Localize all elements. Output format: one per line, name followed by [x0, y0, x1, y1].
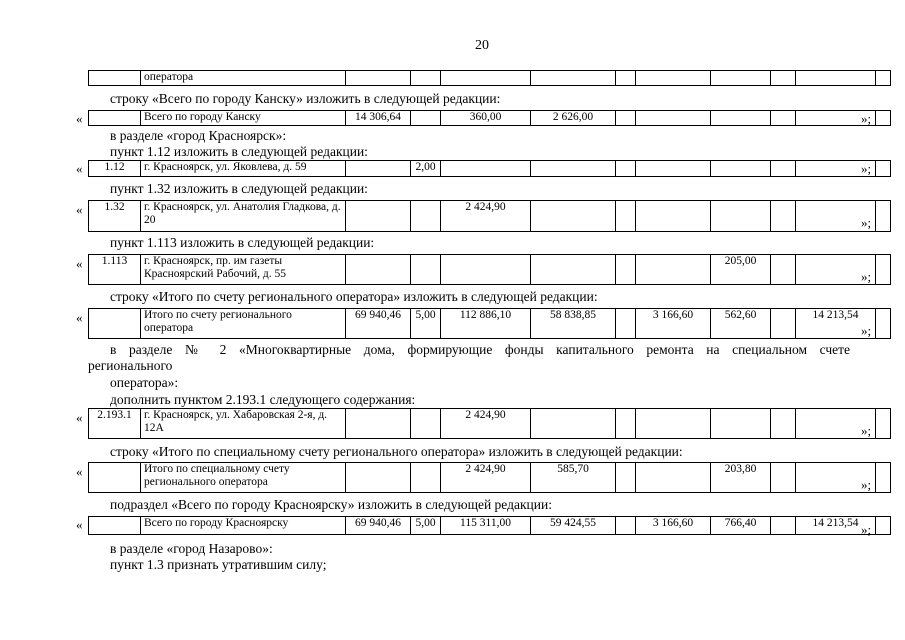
cell-item-number: 2.193.1: [89, 409, 141, 439]
cell-col-6: [531, 201, 616, 232]
cell-col-7: [616, 309, 636, 339]
page-number: 20: [475, 38, 489, 53]
cell-col-12: [876, 161, 891, 177]
cell-col-12: [876, 409, 891, 439]
table-row: [88, 516, 891, 535]
text-line: оператора»:: [110, 375, 179, 390]
cell-col-7: [616, 409, 636, 439]
cell-col-8: [636, 201, 711, 232]
cell-col-12: [876, 517, 891, 535]
cell-col-7: [616, 463, 636, 493]
cell-col-10: [771, 111, 796, 126]
cell-col-3: [346, 463, 411, 493]
cell-address: г. Красноярск, пр. им газеты Красноярский Рабочий, д. 55: [141, 255, 346, 285]
cell-col-9: 203,80: [711, 463, 771, 493]
cell-col-7: [616, 255, 636, 285]
text-line: в разделе «город Красноярск»:: [110, 128, 287, 143]
cell-col-10: [771, 71, 796, 86]
close-quote: »;: [861, 477, 872, 492]
cell-col-11: [796, 71, 876, 86]
open-quote: «: [76, 161, 83, 176]
cell-col-3: [346, 71, 411, 86]
cell-col-5: [441, 71, 531, 86]
table-row: [88, 200, 891, 232]
cell-address: оператора: [141, 71, 346, 86]
cell-col-6: 58 838,85: [531, 309, 616, 339]
table-row-cells: [89, 309, 891, 339]
cell-col-3: [346, 255, 411, 285]
table-row-cells: [89, 255, 891, 285]
close-quote: »;: [861, 161, 872, 176]
table-row-cells: [89, 517, 891, 535]
open-quote: «: [76, 410, 83, 425]
table-row-cells: [89, 409, 891, 439]
cell-col-4: [411, 463, 441, 493]
cell-item-number: [89, 517, 141, 535]
cell-item-number: [89, 71, 141, 86]
text-line: пункт 1.3 признать утратившим силу;: [110, 557, 327, 572]
table-row: [88, 254, 891, 285]
cell-col-6: [531, 71, 616, 86]
cell-col-5: 2 424,90: [441, 463, 531, 493]
cell-col-10: [771, 517, 796, 535]
cell-col-4: [411, 111, 441, 126]
cell-col-5: 112 886,10: [441, 309, 531, 339]
open-quote: «: [76, 310, 83, 325]
cell-col-8: [636, 255, 711, 285]
cell-address: Итого по счету регионального оператора: [141, 309, 346, 339]
open-quote: «: [76, 464, 83, 479]
cell-col-3: 69 940,46: [346, 517, 411, 535]
open-quote: «: [76, 256, 83, 271]
cell-col-10: [771, 255, 796, 285]
text-line: подраздел «Всего по городу Красноярску» изложить в следующей редакции:: [110, 497, 552, 512]
cell-col-12: [876, 255, 891, 285]
cell-col-9: 205,00: [711, 255, 771, 285]
cell-item-number: 1.32: [89, 201, 141, 232]
table-row-cells: [89, 71, 891, 86]
cell-address: г. Красноярск, ул. Анатолия Гладкова, д. 20: [141, 201, 346, 232]
table-row: [88, 110, 891, 126]
cell-col-9: [711, 161, 771, 177]
cell-col-6: 585,70: [531, 463, 616, 493]
cell-col-9: 766,40: [711, 517, 771, 535]
cell-col-6: [531, 409, 616, 439]
text-line: дополнить пунктом 2.193.1 следующего содержания:: [110, 392, 416, 407]
close-quote: »;: [861, 111, 872, 126]
cell-col-5: [441, 161, 531, 177]
table-row: [88, 160, 891, 177]
cell-col-7: [616, 71, 636, 86]
cell-address: г. Красноярск, ул. Яковлева, д. 59: [141, 161, 346, 177]
text-line: в разделе «город Назарово»:: [110, 541, 273, 556]
cell-col-3: [346, 201, 411, 232]
text-line: строку «Итого по специальному счету регионального оператора» изложить в следующей редакции:: [110, 444, 683, 459]
text-line: пункт 1.32 изложить в следующей редакции:: [110, 181, 368, 196]
cell-col-3: 14 306,64: [346, 111, 411, 126]
cell-address: Всего по городу Канску: [141, 111, 346, 126]
cell-col-5: [441, 255, 531, 285]
cell-col-7: [616, 517, 636, 535]
cell-col-8: [636, 111, 711, 126]
cell-col-8: [636, 409, 711, 439]
table-row-cells: [89, 201, 891, 232]
text-line: регионального: [88, 358, 173, 373]
cell-col-10: [771, 309, 796, 339]
cell-col-12: [876, 201, 891, 232]
cell-col-4: 5,00: [411, 517, 441, 535]
cell-col-4: [411, 255, 441, 285]
cell-col-9: 562,60: [711, 309, 771, 339]
cell-item-number: [89, 463, 141, 493]
cell-col-6: [531, 161, 616, 177]
table-row: [88, 462, 891, 493]
cell-col-7: [616, 201, 636, 232]
open-quote: «: [76, 111, 83, 126]
close-quote: »;: [861, 423, 872, 438]
cell-col-8: [636, 463, 711, 493]
text-line: в разделе № 2 «Многоквартирные дома, формирующие фонды капитального ремонта на специальном счете: [110, 342, 850, 357]
cell-col-8: 3 166,60: [636, 517, 711, 535]
cell-col-5: 2 424,90: [441, 201, 531, 232]
cell-item-number: [89, 111, 141, 126]
cell-col-3: [346, 409, 411, 439]
text-line: пункт 1.12 изложить в следующей редакции:: [110, 144, 368, 159]
cell-col-7: [616, 161, 636, 177]
cell-col-9: [711, 111, 771, 126]
cell-address: Всего по городу Красноярску: [141, 517, 346, 535]
cell-address: г. Красноярск, ул. Хабаровская 2-я, д. 12А: [141, 409, 346, 439]
table-row: [88, 308, 891, 339]
table-row-cells: [89, 161, 891, 177]
cell-col-4: 5,00: [411, 309, 441, 339]
text-line: строку «Итого по счету регионального оператора» изложить в следующей редакции:: [110, 289, 598, 304]
table-row-cells: [89, 111, 891, 126]
cell-col-11: 14 213,54: [796, 309, 876, 339]
cell-item-number: 1.113: [89, 255, 141, 285]
open-quote: «: [76, 202, 83, 217]
cell-col-4: 2,00: [411, 161, 441, 177]
cell-col-3: 69 940,46: [346, 309, 411, 339]
cell-col-7: [616, 111, 636, 126]
cell-address: Итого по специальному счету регионального оператора: [141, 463, 346, 493]
cell-col-6: 2 626,00: [531, 111, 616, 126]
cell-item-number: [89, 309, 141, 339]
cell-col-10: [771, 161, 796, 177]
cell-col-6: [531, 255, 616, 285]
cell-col-12: [876, 309, 891, 339]
cell-col-12: [876, 463, 891, 493]
cell-col-8: 3 166,60: [636, 309, 711, 339]
cell-col-5: 115 311,00: [441, 517, 531, 535]
cell-col-4: [411, 201, 441, 232]
table-row-cells: [89, 463, 891, 493]
open-quote: «: [76, 517, 83, 532]
cell-col-4: [411, 409, 441, 439]
table-row: [88, 70, 891, 86]
cell-col-10: [771, 463, 796, 493]
cell-col-3: [346, 161, 411, 177]
cell-item-number: 1.12: [89, 161, 141, 177]
cell-col-9: [711, 201, 771, 232]
cell-col-6: 59 424,55: [531, 517, 616, 535]
cell-col-12: [876, 111, 891, 126]
cell-col-11: 14 213,54: [796, 517, 876, 535]
cell-col-5: 360,00: [441, 111, 531, 126]
cell-col-8: [636, 161, 711, 177]
table-row: [88, 408, 891, 439]
cell-col-9: [711, 71, 771, 86]
close-quote: »;: [861, 215, 872, 230]
cell-col-9: [711, 409, 771, 439]
close-quote: »;: [861, 323, 872, 338]
cell-col-5: 2 424,90: [441, 409, 531, 439]
cell-col-8: [636, 71, 711, 86]
cell-col-12: [876, 71, 891, 86]
cell-col-10: [771, 409, 796, 439]
cell-col-4: [411, 71, 441, 86]
cell-col-10: [771, 201, 796, 232]
text-line: строку «Всего по городу Канску» изложить в следующей редакции:: [110, 91, 501, 106]
close-quote: »;: [861, 269, 872, 284]
close-quote: »;: [861, 522, 872, 537]
text-line: пункт 1.113 изложить в следующей редакции:: [110, 235, 375, 250]
